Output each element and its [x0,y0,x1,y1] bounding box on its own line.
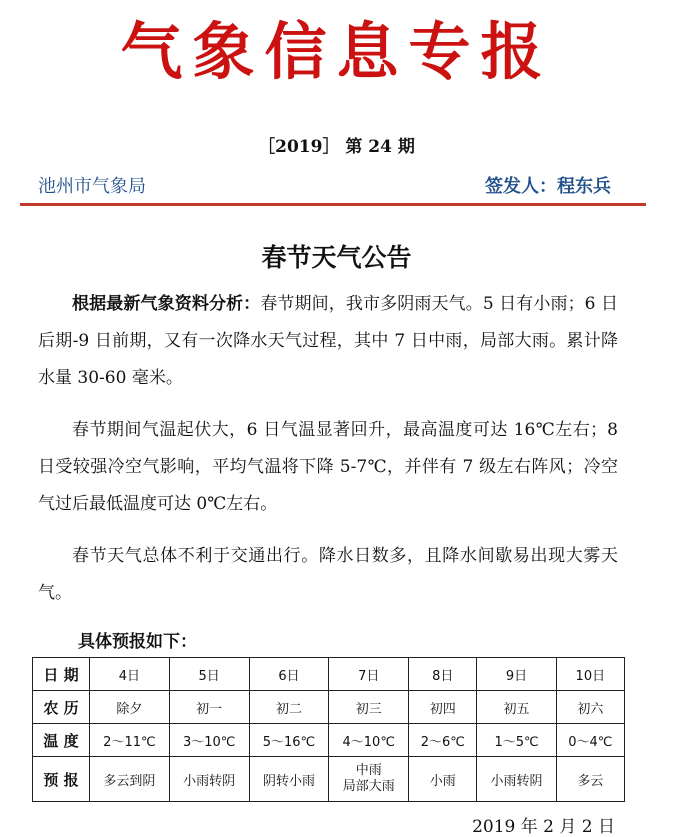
table-row-lunar [33,691,625,724]
table-cell: 0～4℃ [556,724,624,757]
paragraph-traffic: 春节天气总体不利于交通出行。降水日数多，且降水间歇易出现大雾天气。 [38,546,618,603]
paragraph-body: 春节期间，我市多阴雨天气。5 日有小雨；6 日后期-9 日前期，又有一次降水天气过程，其中 7 日中雨，局部大雨。累计降水量 30-60 毫米。 [38,294,618,388]
row-header-forecast: 预 报 [33,757,90,802]
paragraph-precipitation [38,286,618,397]
issue-number: ［2019］ 第 24 期 [258,137,415,157]
masthead-title: 气象信息专报 [120,15,553,88]
table-cell: 2～6℃ [409,724,477,757]
table-cell: 初三 [329,691,409,724]
table-cell: 初六 [556,691,624,724]
table-row-temperature [33,724,625,757]
signer-name: 签发人：程东兵 [485,176,611,197]
table-cell: 除夕 [90,691,170,724]
table-cell: 多云到阴 [90,757,170,802]
table-cell: 6日 [249,658,329,691]
table-cell: 3～10℃ [169,724,249,757]
paragraph-lead: 根据最新气象资料分析： [72,294,261,314]
table-cell: 阴转小雨 [249,757,329,802]
table-cell: 4日 [90,658,170,691]
table-cell: 多云 [556,757,624,802]
issue-date: 2019 年 2 月 2 日 [472,817,615,837]
table-cell: 4～10℃ [329,724,409,757]
table-cell: 小雨 [409,757,477,802]
table-cell: 10日 [556,658,624,691]
red-divider-line [20,203,646,206]
table-cell: 小雨转阴 [169,757,249,802]
table-cell: 小雨转阴 [477,757,556,802]
table-intro: 具体预报如下： [78,632,197,652]
table-cell: 1～5℃ [477,724,556,757]
table-cell: 8日 [409,658,477,691]
row-header-lunar: 农 历 [33,691,90,724]
table-cell: 初一 [169,691,249,724]
table-cell: 中雨 局部大雨 [329,757,409,802]
table-cell: 2～11℃ [90,724,170,757]
agency-name: 池州市气象局 [38,176,146,197]
table-row-dates [33,658,625,691]
table-cell: 7日 [329,658,409,691]
article-title: 春节天气公告 [261,243,412,272]
table-cell: 初四 [409,691,477,724]
table-cell: 5～16℃ [249,724,329,757]
table-cell: 9日 [477,658,556,691]
paragraph-temperature: 春节期间气温起伏大，6 日气温显著回升，最高温度可达 16℃左右；8 日受较强冷空气影响，平均气温将下降 5-7℃，并伴有 7 级左右阵风；冷空气过后最低温度可达 0℃左右。 [38,420,618,514]
table-cell: 5日 [169,658,249,691]
row-header-date: 日 期 [33,658,90,691]
table-row-forecast [33,757,625,802]
table-cell: 初二 [249,691,329,724]
row-header-temperature: 温 度 [33,724,90,757]
table-cell: 初五 [477,691,556,724]
forecast-table [32,657,625,802]
